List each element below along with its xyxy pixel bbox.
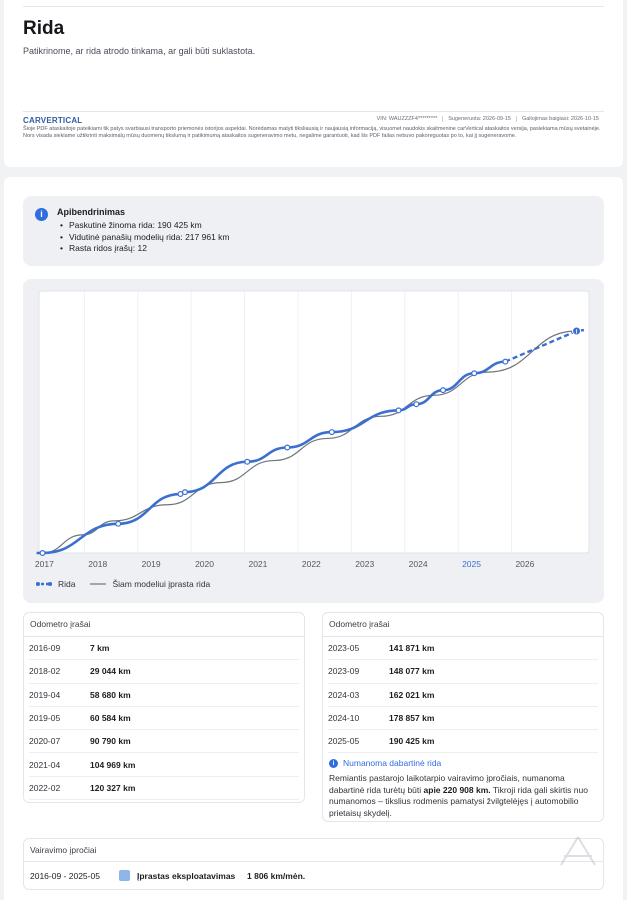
odometer-row	[328, 730, 598, 753]
mileage-chart	[23, 279, 604, 603]
odometer-value: 148 077 km	[389, 666, 435, 677]
odometer-row	[29, 753, 299, 776]
estimate-header	[329, 758, 597, 768]
rida-point	[503, 359, 508, 364]
odometer-value: 104 969 km	[90, 759, 136, 770]
summary-item: • Paskutinė žinoma rida: 190 425 km	[57, 220, 230, 232]
rida-point	[441, 388, 446, 393]
odometer-date: 2024-03	[328, 689, 360, 700]
odometer-row	[29, 637, 299, 660]
x-tick-label: 2021	[248, 559, 268, 569]
carvertical-logo: CARVERTICAL	[23, 116, 83, 125]
valid-until-date: Galiojimas baigiasi: 2026-10-15	[516, 116, 604, 122]
x-tick-label: 2026	[515, 559, 535, 569]
odometer-row	[29, 684, 299, 707]
driving-label: Įprastas eksploatavimas	[137, 870, 236, 881]
x-tick-label: 2019	[141, 559, 161, 569]
legend-rida-swatch	[35, 581, 53, 587]
odometer-value: 141 871 km	[389, 643, 435, 654]
estimate-value: apie 220 908 km.	[423, 784, 491, 795]
odometer-value: 90 790 km	[90, 736, 131, 747]
odometer-value: 190 425 km	[389, 736, 435, 747]
odometer-value: 60 584 km	[90, 713, 131, 724]
disclaimer-text: Šioje PDF ataskaitoje pateikiami tik patys svarbiausi transporto priemonės istorijos aspektai. Norėdamas matyti tiksliausią ir naujausią informaciją, visuomet naudokis skaitmenine carVertical ataskaitos versija, pasiekiama mūsų svetainėje. Nors visada siekiame užtikrinti maksimalų mūsų duomenų tikslumą ir patikimumą ataskaitos sugeneravimo metu, negalime garantuoti, kad šis PDF failas nebuvo pakoreguotas po to, kai jį sugeneravome.	[23, 126, 601, 140]
odometer-date: 2024-10	[328, 713, 360, 724]
odometer-row	[328, 684, 598, 707]
odometer-row	[29, 777, 299, 800]
odometer-date: 2020-07	[29, 736, 61, 747]
rida-point	[285, 445, 290, 450]
odometer-row	[29, 660, 299, 683]
chart-legend	[35, 579, 224, 589]
summary-title: Apibendrinimas	[57, 207, 126, 217]
odometer-value: 120 327 km	[90, 782, 136, 793]
summary-item: • Rasta ridos įrašų: 12	[57, 243, 230, 255]
legend-rida-label: Rida	[58, 579, 76, 589]
divider	[23, 6, 604, 7]
legend-typical-label: Šiam modeliui įprasta rida	[112, 579, 211, 589]
x-tick-label: 2020	[195, 559, 214, 569]
driving-rate: 1 806 km/mėn.	[247, 870, 306, 881]
odometer-value: 29 044 km	[90, 666, 131, 677]
rida-point	[414, 402, 419, 407]
estimate-text	[329, 773, 597, 819]
odometer-row	[328, 660, 598, 683]
odometer-date: 2021-04	[29, 759, 61, 770]
carvertical-watermark-icon	[556, 834, 600, 868]
odometer-date: 2019-05	[29, 713, 61, 724]
odometer-value: 178 857 km	[389, 713, 435, 724]
page-title: Rida	[23, 18, 65, 39]
odometer-value: 58 680 km	[90, 689, 131, 700]
x-tick-label: 2018	[88, 559, 108, 569]
rida-point	[183, 490, 188, 495]
odometer-date: 2022-02	[29, 782, 61, 793]
driving-row	[24, 862, 603, 889]
estimate-title: Numanoma dabartinė rida	[343, 758, 442, 769]
info-icon: i	[35, 208, 48, 221]
odometer-table-right	[322, 612, 604, 822]
summary-item: • Vidutinė panašių modelių rida: 217 961 km	[57, 232, 230, 244]
odometer-row	[328, 707, 598, 730]
odometer-date: 2016-09	[29, 643, 61, 654]
odometer-table-left	[23, 612, 305, 803]
header-card	[4, 0, 623, 167]
rida-point	[396, 408, 401, 413]
x-tick-label: 2017	[35, 559, 54, 569]
info-icon: i	[329, 759, 338, 768]
rida-point	[40, 551, 45, 556]
mileage-card	[4, 177, 623, 900]
driving-period: 2016-09 - 2025-05	[30, 870, 100, 881]
rida-point	[472, 371, 477, 376]
rida-point	[329, 430, 334, 435]
legend-item-rida	[35, 579, 75, 589]
estimate-text-before: Remiantis pastarojo laikotarpio vairavimo įpročiais, numanoma dabartinė rida turėtų būti	[329, 773, 565, 795]
legend-typical-swatch	[89, 581, 107, 587]
divider	[23, 111, 604, 112]
driving-habits	[23, 838, 604, 890]
odometer-row	[29, 707, 299, 730]
projection-info-icon: i	[575, 329, 578, 336]
odometer-value: 162 021 km	[389, 689, 435, 700]
odometer-date: 2023-09	[328, 666, 360, 677]
chart-svg	[35, 289, 593, 573]
rida-point	[245, 459, 250, 464]
driving-title: Vairavimo įpročiai	[24, 839, 603, 862]
x-tick-label: 2023	[355, 559, 375, 569]
summary-box	[23, 196, 604, 266]
odometer-table-title: Odometro įrašai	[24, 613, 304, 637]
x-tick-label: 2024	[408, 559, 428, 569]
plot-area	[39, 291, 589, 553]
odometer-date: 2025-05	[328, 736, 360, 747]
odometer-value: 7 km	[90, 643, 110, 654]
generated-date: Sugeneruota: 2026-09-15	[442, 116, 516, 122]
rida-point	[116, 521, 121, 526]
x-tick-label: 2025	[462, 559, 481, 569]
odometer-table-title: Odometro įrašai	[323, 613, 603, 637]
odometer-row	[328, 637, 598, 660]
odometer-date: 2018-02	[29, 666, 61, 677]
estimate-box	[323, 753, 603, 824]
page-subtitle: Patikrinome, ar rida atrodo tinkama, ar gali būti suklastota.	[23, 46, 256, 56]
vin-text: VIN: WAUZZZF4*********	[376, 116, 438, 122]
driving-swatch	[119, 870, 130, 881]
odometer-date: 2019-04	[29, 689, 61, 700]
estimate-text-after: Tikroji rida gali skirtis nuo numanomos – tikslius rodmenis pamatysi žvilgtelėjęs į automobilio prietaisų skydelį.	[329, 784, 588, 818]
legend-item-typical	[89, 579, 210, 589]
report-meta	[372, 116, 604, 122]
odometer-row	[29, 730, 299, 753]
odometer-date: 2023-05	[328, 643, 360, 654]
x-tick-label: 2022	[301, 559, 321, 569]
summary-list	[57, 220, 230, 255]
